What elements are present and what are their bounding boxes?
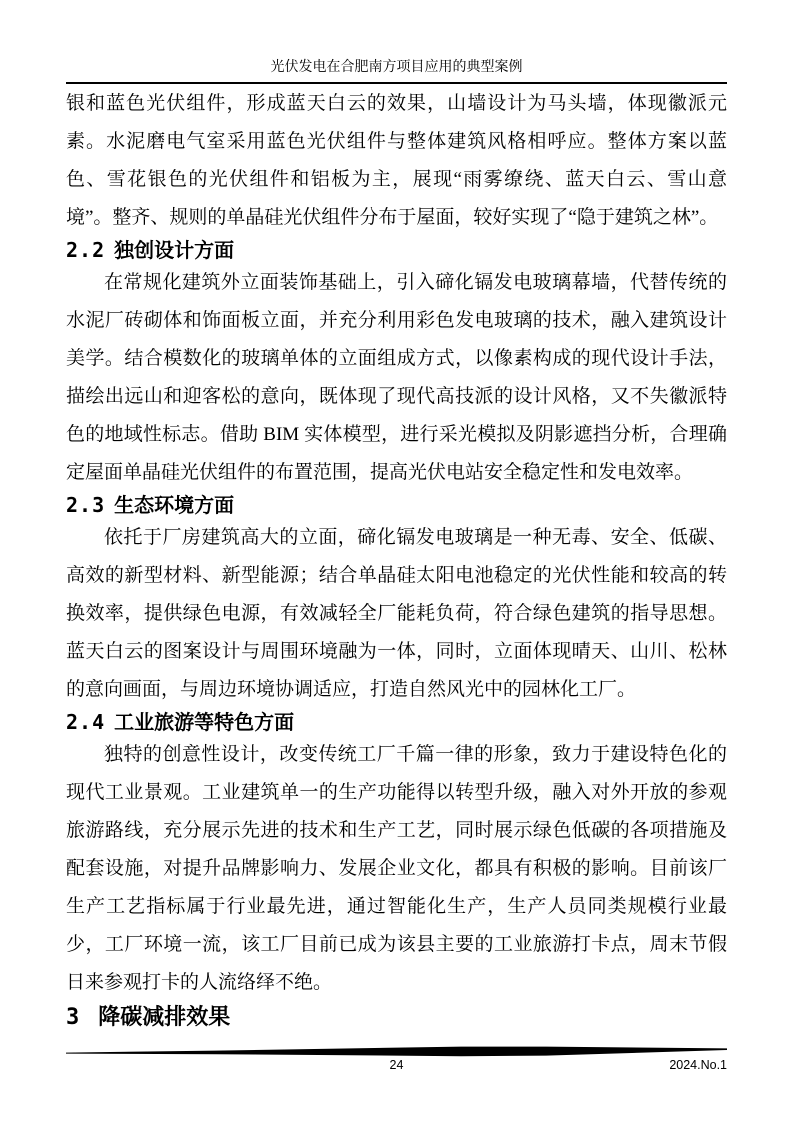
section-heading-2-3 <box>66 492 727 519</box>
issue-label: 2024.No.1 <box>669 1058 727 1072</box>
section-heading-2-2 <box>66 237 727 264</box>
body-paragraph: 在常规化建筑外立面装饰基础上，引入碲化镉发电玻璃幕墙，代替传统的水泥厂砖砌体和饰面板立面，并充分利用彩色发电玻璃的技术，融入建筑设计美学。结合模数化的玻璃单体的立面组成方式，以像素构成的现代设计手法，描绘出远山和迎客松的意向，既体现了现代高技派的设计风格，又不失徽派特色的地域性标志。借助 BIM 实体模型，进行采光模拟及阴影遮挡分析，合理确定屋面单晶硅光伏组件的布置范围，提高光伏电站安全稳定性和发电效率。 <box>66 272 727 483</box>
section-heading-3 <box>66 1002 727 1033</box>
body-paragraph: 独特的创意性设计，改变传统工厂千篇一律的形象，致力于建设特色化的现代工业景观。工业建筑单一的生产功能得以转型升级，融入对外开放的参观旅游路线，充分展示先进的技术和生产工艺，同时展示绿色低碳的各项措施及配套设施，对提升品牌影响力、发展企业文化，都具有积极的影响。目前该厂生产工艺指标属于行业最先进，通过智能化生产，生产人员同类规模行业最少，工厂环境一流，该工厂目前已成为该县主要的工业旅游打卡点，周末节假日来参观打卡的人流络绎不绝。 <box>66 744 727 993</box>
running-head: 光伏发电在合肥南方项目应用的典型案例 <box>270 60 523 75</box>
page-footer <box>66 1046 727 1076</box>
body-paragraph: 银和蓝色光伏组件，形成蓝天白云的效果，山墙设计为马头墙，体现徽派元素。水泥磨电气室采用蓝色光伏组件与整体建筑风格相呼应。整体方案以蓝色、雪花银色的光伏组件和铝板为主，展现“雨雾缭绕、蓝天白云、雪山意境”。整齐、规则的单晶硅光伏组件分布于屋面，较好实现了“隐于建筑之林”。 <box>66 93 727 228</box>
heading-number: 2.2 <box>66 238 106 262</box>
footer-text-row <box>66 1058 727 1076</box>
section-heading-2-4 <box>66 709 727 736</box>
heading-title: 工业旅游等特色方面 <box>114 712 295 734</box>
page-number: 24 <box>389 1058 404 1072</box>
heading-number: 2.3 <box>66 493 106 517</box>
page-content <box>66 0 727 1033</box>
heading-number: 3 <box>66 1005 80 1030</box>
heading-title: 降碳减排效果 <box>98 1004 231 1029</box>
heading-number: 2.4 <box>66 710 106 734</box>
heading-title: 独创设计方面 <box>114 240 235 262</box>
header-rule <box>66 82 727 84</box>
footer-tapered-rule <box>66 1046 727 1057</box>
heading-title: 生态环境方面 <box>114 495 235 517</box>
body-paragraph: 依托于厂房建筑高大的立面，碲化镉发电玻璃是一种无毒、安全、低碳、高效的新型材料、新型能源；结合单晶硅太阳电池稳定的光伏性能和较高的转换效率，提供绿色电源，有效减轻全厂能耗负荷，符合绿色建筑的指导思想。蓝天白云的图案设计与周围环境融为一体，同时，立面体现晴天、山川、松林的意向画面，与周边环境协调适应，打造自然风光中的园林化工厂。 <box>66 527 727 700</box>
